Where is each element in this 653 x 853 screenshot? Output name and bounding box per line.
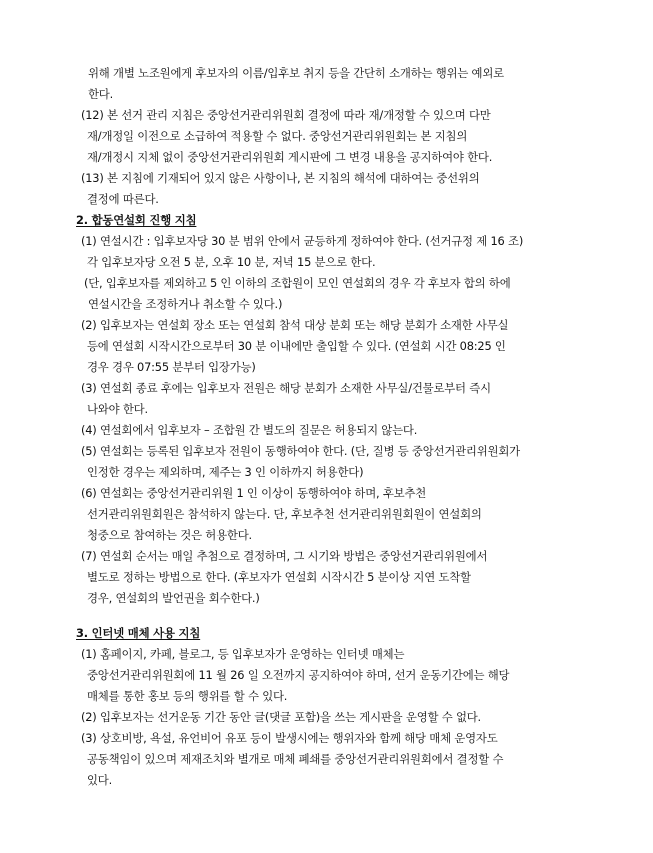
text-line: (12) 본 선거 관리 지침은 중앙선거관리위원회 결정에 따라 재/개정할 수 있으며 다만 (81, 108, 491, 122)
text-line: (2) 입후보자는 연설회 장소 또는 연설회 참석 대상 분회 또는 해당 분회가 소재한 사무실 (81, 318, 509, 332)
section-heading: 2. 합동연설회 진행 지침 (76, 213, 197, 227)
text-line: (6) 연설회는 중앙선거관리위원 1 인 이상이 동행하여야 하며, 후보추천 (81, 486, 427, 500)
text-line: (1) 홈페이지, 카페, 블로그, 등 입후보자가 운영하는 인터넷 매체는 (81, 647, 405, 661)
text-line: (13) 본 지침에 기재되어 있지 않은 사항이나, 본 지침의 해석에 대하여는 중선위의 (81, 171, 480, 185)
text-line: 재/개정일 이전으로 소급하여 적용할 수 없다. 중앙선거관리위원회는 본 지침의 (87, 129, 468, 143)
text-line: 각 입후보자당 오전 5 분, 오후 10 분, 저녁 15 분으로 한다. (87, 255, 376, 269)
text-line: 나와야 한다. (87, 402, 148, 416)
text-line: (3) 연설회 종료 후에는 입후보자 전원은 해당 분회가 소재한 사무실/건물로부터 즉시 (81, 381, 491, 395)
text-line: (7) 연설회 순서는 매일 추첨으로 결정하며, 그 시기와 방법은 중앙선거관리위원에서 (81, 549, 488, 563)
text-line: 한다. (88, 87, 114, 101)
text-line: 별도로 정하는 방법으로 한다. (후보자가 연설회 시작시간 5 분이상 지연 도착할 (87, 570, 471, 584)
text-line: 있다. (87, 773, 113, 787)
text-line: 경우 경우 07:55 분부터 입장가능) (87, 360, 256, 374)
text-line: (단, 입후보자를 제외하고 5 인 이하의 조합원이 모인 연설회의 경우 각 후보자 합의 하에 (84, 276, 511, 290)
text-line: 경우, 연설회의 발언권을 회수한다.) (87, 591, 260, 605)
text-line: (4) 연설회에서 입후보자 – 조합원 간 별도의 질문은 허용되지 않는다. (81, 423, 418, 437)
text-line: (1) 연설시간 : 입후보자당 30 분 범위 안에서 균등하게 정하여야 한다. (선거규정 제 16 조) (81, 234, 524, 248)
section-heading: 3. 인터넷 매체 사용 지침 (76, 626, 201, 640)
text-line: 공동책임이 있으며 제재조치와 별개로 매체 폐쇄를 중앙선거관리위원회에서 결정할 수 (87, 752, 504, 766)
text-line: 매체를 통한 홍보 등의 행위를 할 수 있다. (87, 689, 288, 703)
text-line: 위해 개별 노조원에게 후보자의 이름/입후보 취지 등을 간단히 소개하는 행위는 예외로 (88, 66, 504, 80)
text-line: 재/개정시 지체 없이 중앙선거관리위원회 게시판에 그 변경 내용을 공지하여야 한다. (87, 150, 493, 164)
text-line: 인정한 경우는 제외하며, 제주는 3 인 이하까지 허용한다) (87, 465, 364, 479)
text-line: 중앙선거관리위원회에 11 월 26 일 오전까지 공지하여야 하며, 선거 운동기간에는 해당 (87, 668, 510, 682)
text-line: 연설시간을 조정하거나 취소할 수 있다.) (88, 297, 283, 311)
text-line: 선거관리위원회원은 참석하지 않는다. 단, 후보추천 선거관리위원회원이 연설회의 (87, 507, 482, 521)
text-line: (2) 입후보자는 선거운동 기간 동안 글(댓글 포함)을 쓰는 게시판을 운영할 수 없다. (81, 710, 481, 724)
text-line: 결정에 따른다. (87, 192, 159, 206)
text-line: 청중으로 참여하는 것은 허용한다. (87, 528, 252, 542)
text-line: 등에 연설회 시작시간으로부터 30 분 이내에만 출입할 수 있다. (연설회 시간 08:25 인 (87, 339, 506, 353)
text-line: (3) 상호비방, 욕설, 유언비어 유포 등이 발생시에는 행위자와 함께 해당 매체 운영자도 (81, 731, 498, 745)
text-line: (5) 연설회는 등록된 입후보자 전원이 동행하여야 한다. (단, 질병 등 중앙선거관리위원회가 (81, 444, 520, 458)
